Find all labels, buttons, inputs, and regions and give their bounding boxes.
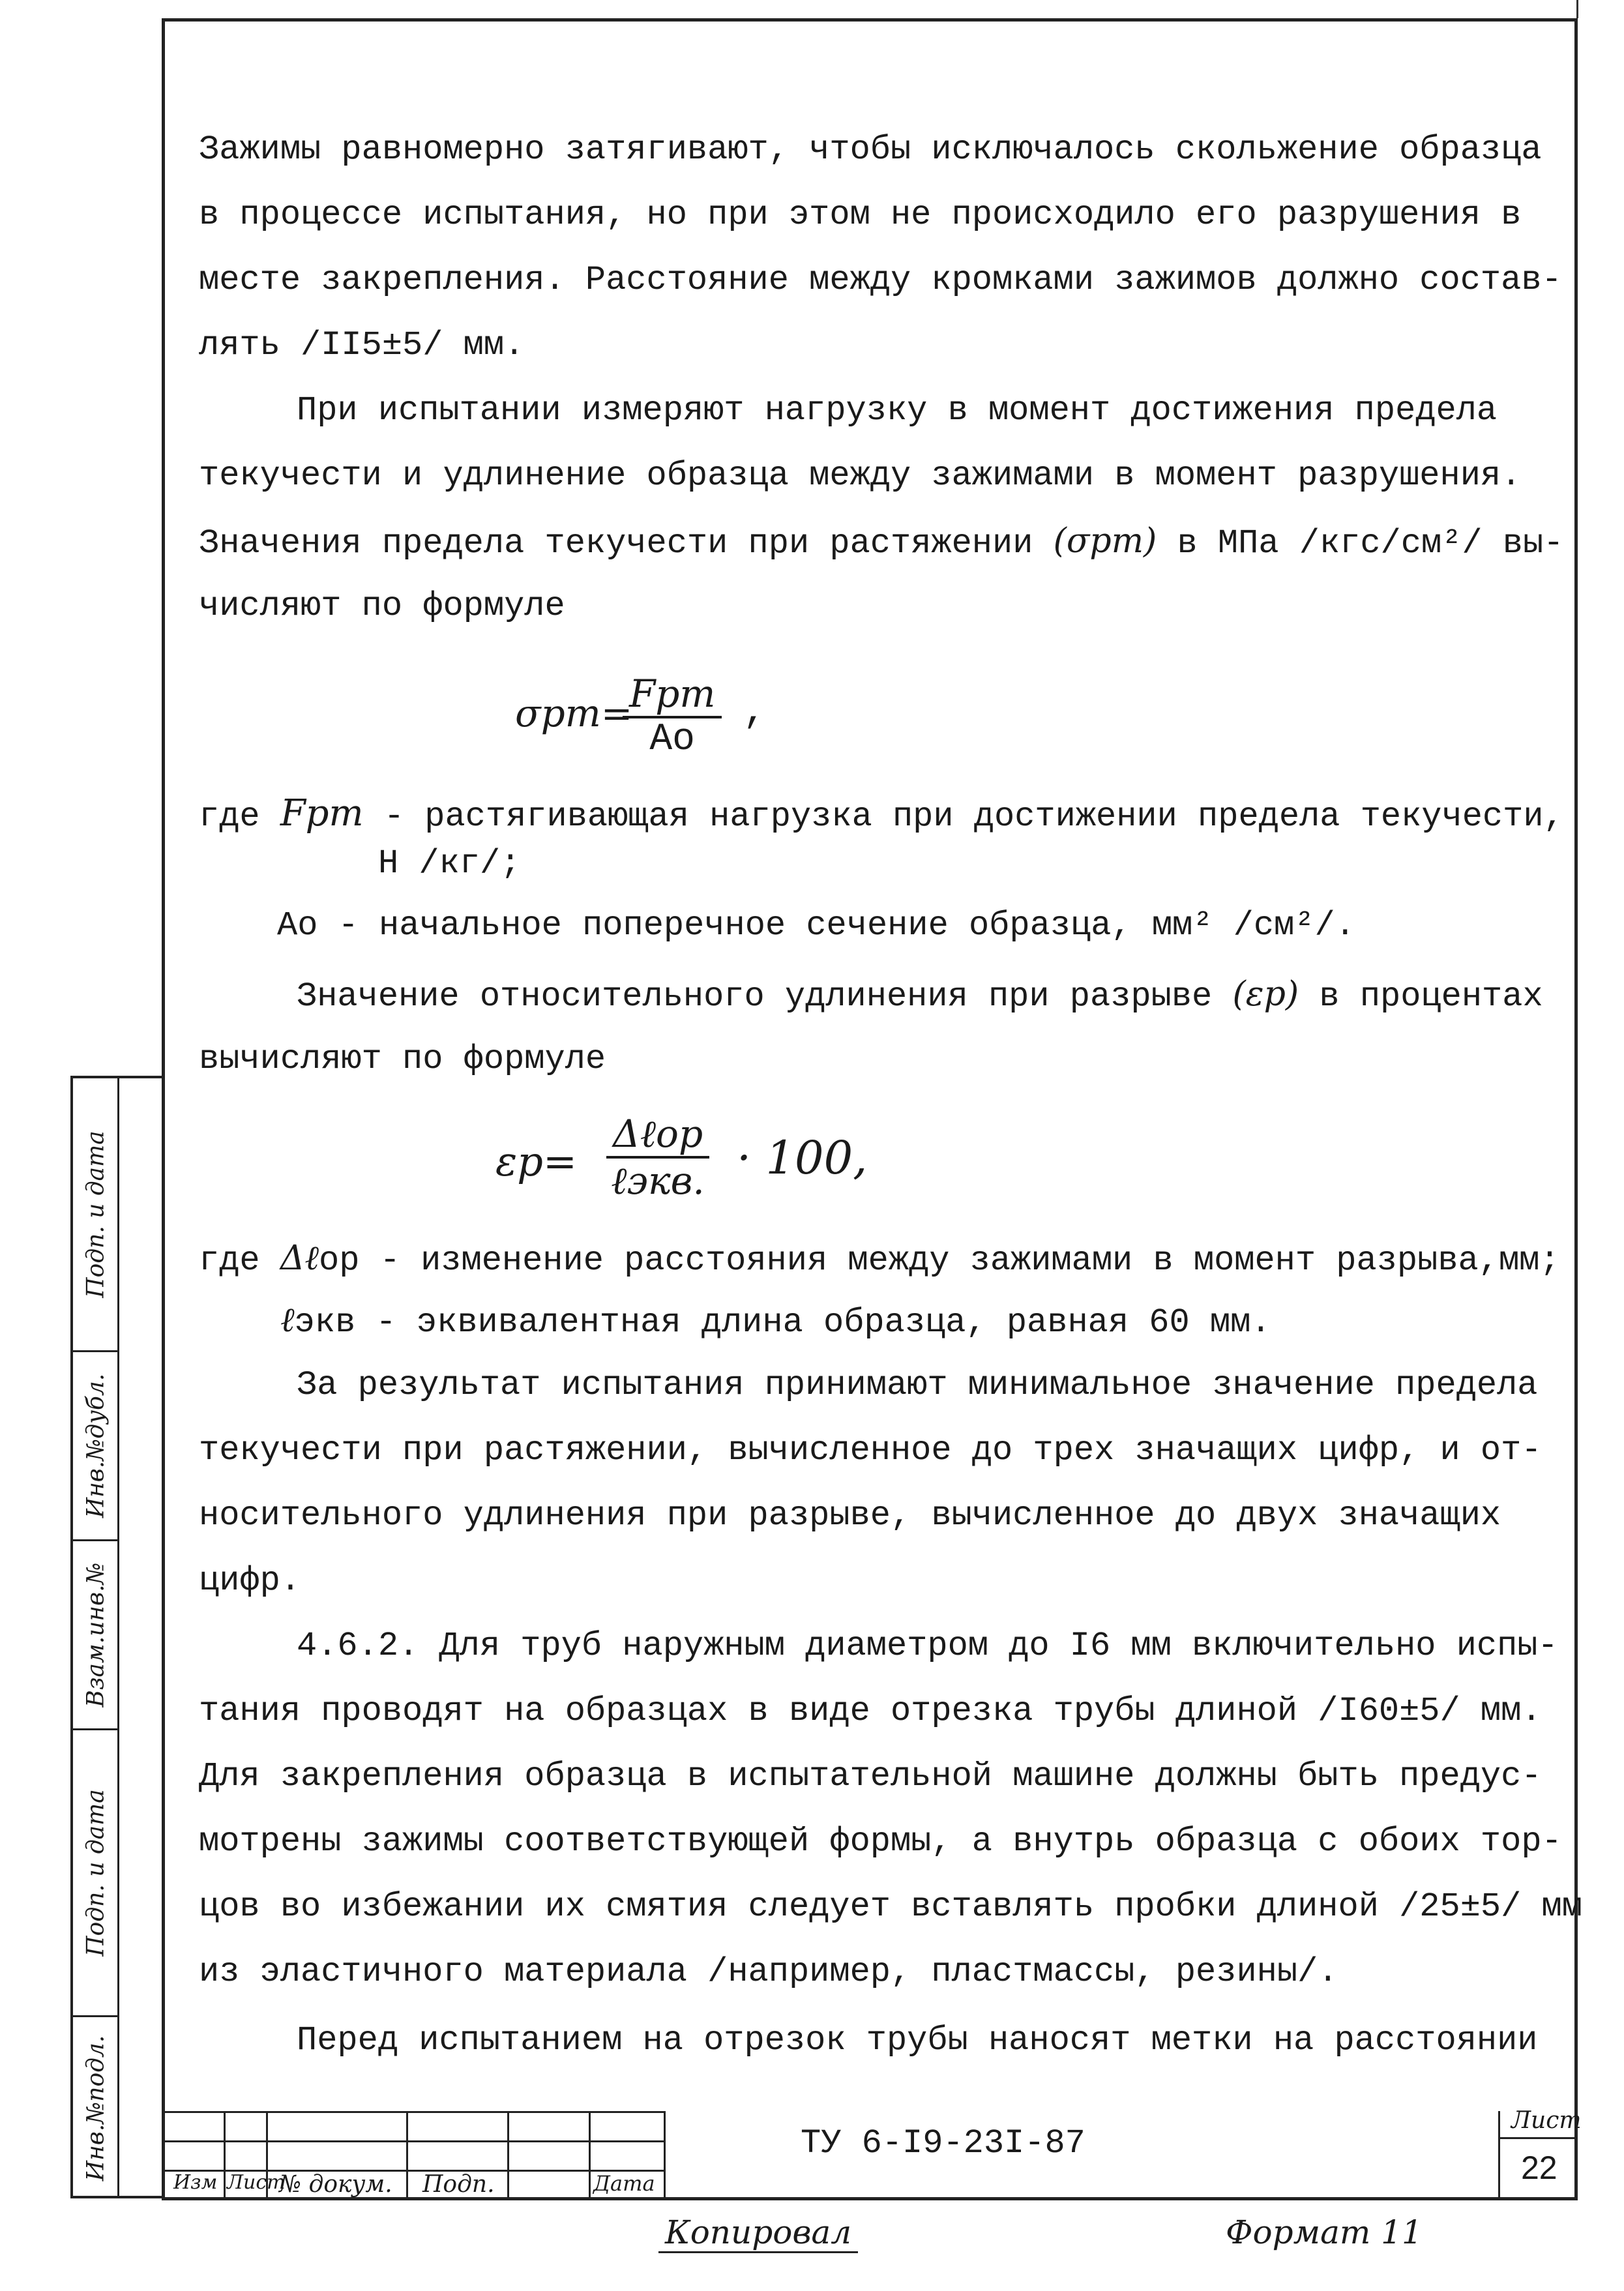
text-line: вычисляют по формуле [199,1040,606,1078]
strip-cell-dup-inv: Инв.№дубл. [73,1352,119,1541]
text-line: в процессе испытания, но при этом не происходило его разрушения в [199,196,1522,234]
sheet-label: Лист [1511,2107,1582,2134]
text-line: цов во избежании их смятия следует вставлять пробки длиной /25±5/ мм [199,1887,1582,1926]
text-line: ℓэкв - эквивалентная длина образца, равная 60 мм. [280,1301,1271,1342]
text-line: тания проводят на образцах в виде отрезка трубы длиной /I60±5/ мм. [199,1692,1542,1730]
formula-elongation-tail: · 100, [737,1131,868,1185]
tb-line [1498,2137,1578,2139]
strip-cell-sign-date-2: Подп. и дата [73,1078,119,1352]
strip-cell-repl-inv: Взам.инв.№ [73,1541,119,1730]
text-line: лять /II5±5/ мм. [199,326,525,364]
formula-denominator: Ао [649,718,695,761]
text-line: При испытании измеряют нагрузку в момент достижения предела [297,391,1498,430]
frame-top-tick [1576,0,1578,18]
text-line: месте закрепления. Расстояние между кромками зажимов должно состав- [199,261,1562,299]
tb-line [1498,2111,1500,2200]
tb-line [589,2111,591,2200]
strip-cell-orig-inv: Инв.№подл. [82,2035,110,2181]
text-line: Перед испытанием на отрезок трубы наносят метки на расстоянии [297,2021,1538,2060]
tb-line [406,2111,408,2200]
formula-denominator: ℓэкв. [611,1159,705,1203]
tb-col-date: Дата [593,2171,655,2196]
text-line: цифр. [199,1561,301,1600]
text-line: где Fрт - растягивающая нагрузка при достижении предела текучести, [199,792,1564,836]
tb-col-change: Изм [173,2171,218,2194]
title-block [162,2107,1582,2200]
text-line: 4.6.2. Для труб наружным диаметром до I6 мм включительно испы- [297,1627,1558,1665]
text-line: где Δℓор - изменение расстояния между зажимами в момент разрыва,мм; [199,1239,1560,1280]
text-line: За результат испытания принимают минимальное значение предела [297,1366,1538,1404]
text-line: Значение относительного удлинения при разрыве (εр) в процентах [297,975,1543,1016]
tb-col-sheet: Лист [227,2171,286,2194]
text-line: Зажимы равномерно затягивают, чтобы исключалось скольжение образца [199,130,1542,169]
strip-cell-sign-date-1: Подп. и дата [73,1730,119,2017]
text-line: Н /кг/; [378,844,521,883]
footer-format: Формат 11 [1226,2213,1423,2251]
document-code: ТУ 6-I9-23I-87 [801,2124,1085,2163]
formula-numerator: Δℓор [606,1112,709,1159]
formula-elongation-lhs: εр= [495,1138,577,1185]
text-line: Для закрепления образца в испытательной машине должны быть предус- [199,1757,1542,1796]
tb-line [224,2111,226,2200]
formula-yield-lhs: σрт= [515,691,633,735]
formula-elongation-fraction [606,1112,709,1203]
formula-yield-tail: , [743,691,766,733]
tb-line [507,2111,509,2200]
left-stamp-strip [70,1076,162,2198]
text-line: Значения предела текучести при растяжении (σрт) в МПа /кгс/см²/ вы- [199,522,1564,563]
text-line: текучести и удлинение образца между зажимами в момент разрушения. [199,456,1522,495]
text-line: мотрены зажимы соответствующей формы, а внутрь образца с обоих тор- [199,1822,1562,1861]
text-line: носительного удлинения при разрыве, вычисленное до двух значащих [199,1496,1501,1535]
text-line: текучести при растяжении, вычисленное до трех значащих цифр, и от- [199,1431,1542,1470]
tb-line [664,2111,666,2200]
text-line: из эластичного материала /например, пластмассы, резины/. [199,1953,1338,1991]
text-line: Ао - начальное поперечное сечение образца, мм² /см²/. [277,906,1355,945]
formula-yield-fraction [623,672,722,761]
footer-copied: Копировал [658,2213,858,2251]
formula-numerator: Fрт [623,672,722,718]
text-line: числяют по формуле [199,587,565,625]
tb-col-sign: Подп. [422,2171,495,2198]
sheet-number: 22 [1521,2150,1558,2186]
tb-col-docnum: № докум. [279,2171,392,2198]
